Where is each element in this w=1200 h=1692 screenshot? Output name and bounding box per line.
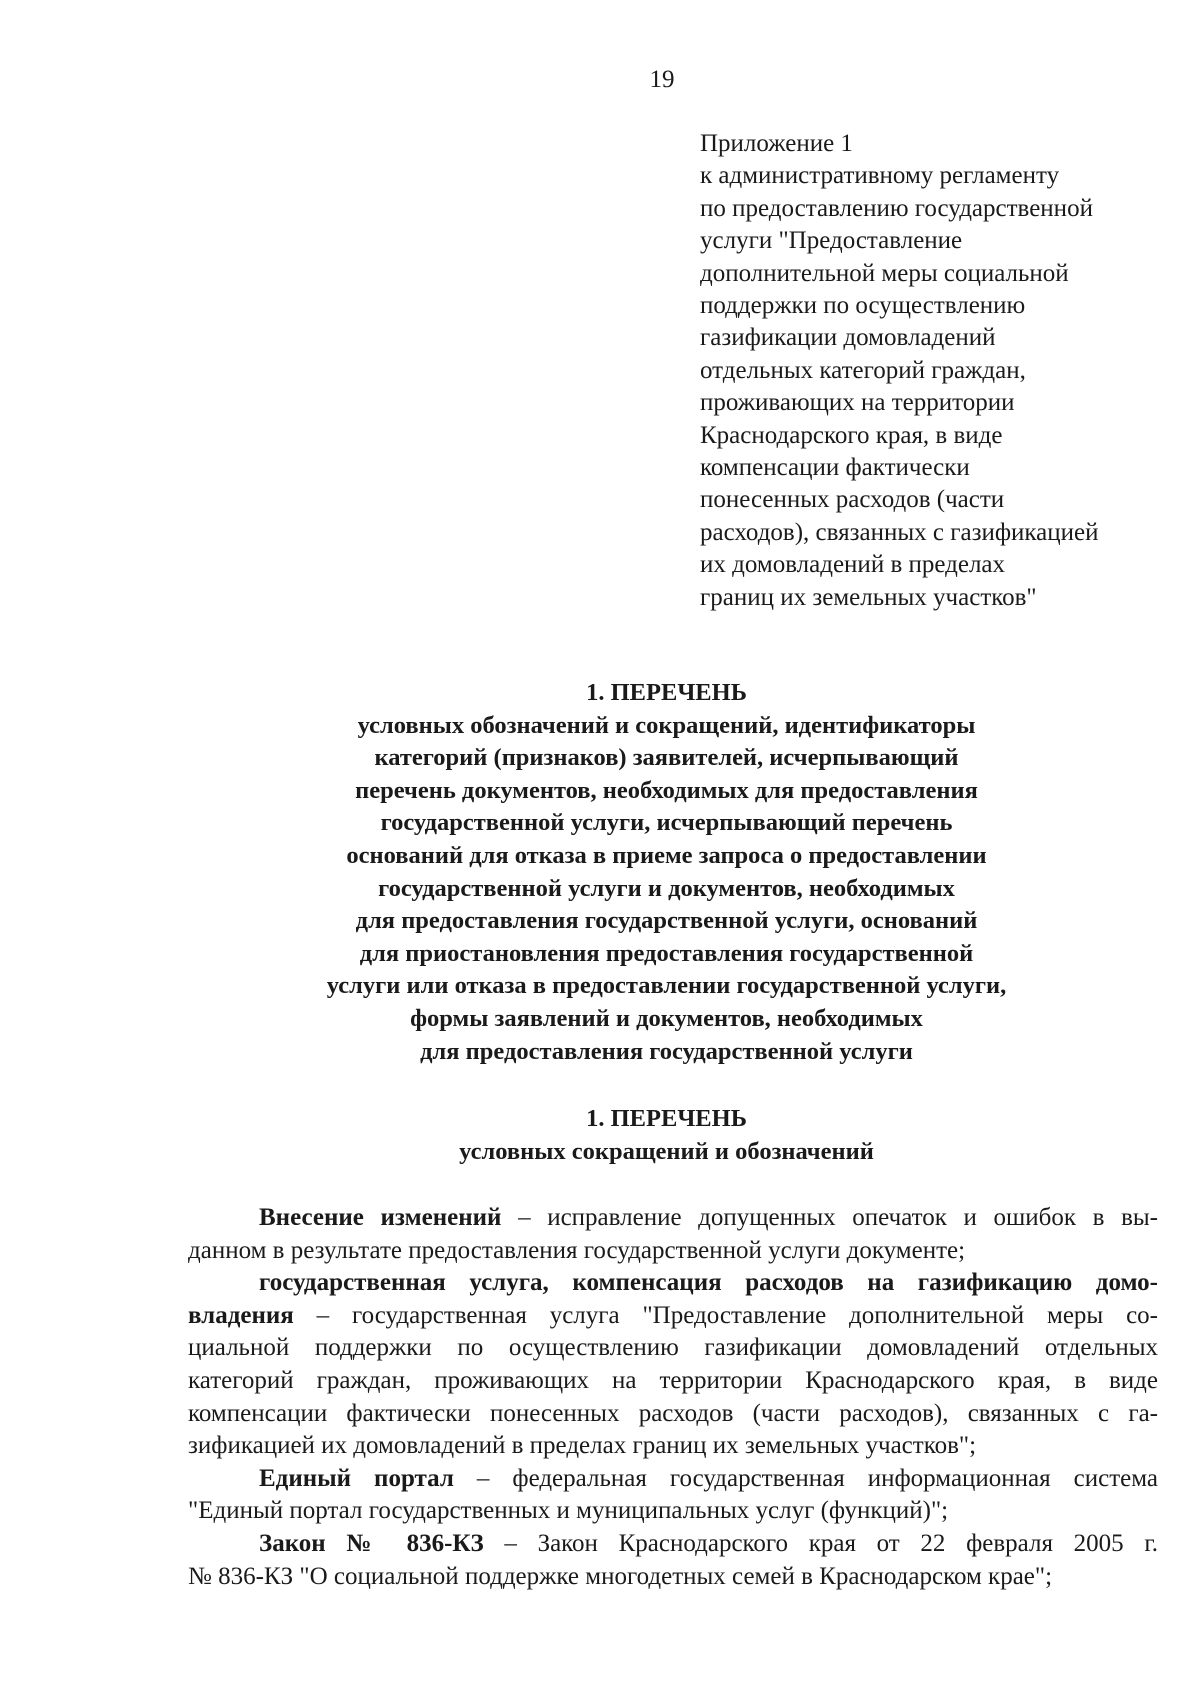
definition-line: категорий граждан, проживающих на территории Краснодарского края, в виде xyxy=(188,1366,1158,1394)
heading-line: 1. ПЕРЕЧЕНЬ xyxy=(586,1105,747,1132)
appendix-line: отдельных категорий граждан, xyxy=(700,356,1026,384)
definition-line: компенсации фактически понесенных расходов (части расходов), связанных с га- xyxy=(188,1399,1158,1427)
definition-line: Единый портал – федеральная государственная информационная система xyxy=(259,1464,1158,1492)
appendix-line: по предоставлению государственной xyxy=(700,194,1093,222)
heading-line: услуги или отказа в предоставлении государственной услуги, xyxy=(326,972,1007,1000)
appendix-line: услуги "Предоставление xyxy=(700,227,963,255)
definition-line xyxy=(188,1267,1158,1300)
appendix-line: проживающих на территории xyxy=(700,389,1015,417)
section-heading-abbreviations xyxy=(0,1103,1200,1168)
heading-line: оснований для отказа в приеме запроса о предоставлении xyxy=(346,841,987,869)
heading-line: для предоставления государственной услуги, оснований xyxy=(355,907,978,935)
appendix-header xyxy=(700,128,1170,614)
appendix-line: Приложение 1 xyxy=(700,130,853,157)
page-number: 19 xyxy=(649,66,675,93)
appendix-line: границ их земельных участков" xyxy=(700,583,1037,611)
appendix-line: газификации домовладений xyxy=(700,324,996,352)
definition-term: Единый портал xyxy=(259,1464,454,1492)
definition-line: зификацией их домовладений в пределах границ их земельных участков"; xyxy=(188,1432,977,1460)
definition-line: владения – государственная услуга "Предоставление дополнительной меры со- xyxy=(188,1301,1158,1329)
definition-line: циальной поддержки по осуществлению газификации домовладений отдельных xyxy=(188,1334,1158,1362)
heading-line: государственной услуги и документов, необходимых xyxy=(378,874,955,902)
appendix-line: к административному регламенту xyxy=(700,162,1060,190)
heading-line: условных обозначений и сокращений, идентификаторы xyxy=(357,711,976,739)
heading-line: для приостановления предоставления государственной xyxy=(359,939,974,967)
heading-line: условных сокращений и обозначений xyxy=(459,1137,874,1165)
definition-term: государственная услуга, компенсация расходов на газификацию домо- xyxy=(259,1269,1158,1297)
appendix-line: поддержки по осуществлению xyxy=(700,292,1026,320)
appendix-line: компенсации фактически xyxy=(700,454,970,482)
heading-line: формы заявлений и документов, необходимых xyxy=(410,1004,923,1032)
appendix-line: Краснодарского края, в виде xyxy=(700,421,1003,449)
definition-term: владения xyxy=(188,1301,294,1329)
heading-line: 1. ПЕРЕЧЕНЬ xyxy=(586,679,747,706)
section-heading-main xyxy=(0,677,1200,1068)
appendix-line: расходов), связанных с газификацией xyxy=(700,518,1099,546)
definition-line: "Единый портал государственных и муниципальных услуг (функций)"; xyxy=(188,1497,949,1525)
definition-term: Закон № 836-КЗ xyxy=(259,1529,484,1557)
heading-line: перечень документов, необходимых для предоставления xyxy=(355,776,978,804)
appendix-line: дополнительной меры социальной xyxy=(700,259,1069,287)
heading-line: категорий (признаков) заявителей, исчерпывающий xyxy=(374,744,959,772)
heading-line: для предоставления государственной услуги xyxy=(420,1037,913,1065)
definition-line: Внесение изменений – исправление допущенных опечаток и ошибок в вы- xyxy=(259,1204,1158,1231)
appendix-line: их домовладений в пределах xyxy=(700,551,1006,579)
definitions-body xyxy=(188,1202,1158,1593)
definition-line: № 836-КЗ "О социальной поддержке многодетных семей в Краснодарском крае"; xyxy=(188,1562,1053,1590)
definition-line: данном в результате предоставления государственной услуги документе; xyxy=(188,1236,966,1264)
definition-term: Внесение изменений xyxy=(259,1204,502,1231)
appendix-line: понесенных расходов (части xyxy=(700,486,1005,514)
definition-line: Закон № 836-КЗ – Закон Краснодарского края от 22 февраля 2005 г. xyxy=(259,1529,1158,1557)
heading-line: государственной услуги, исчерпывающий перечень xyxy=(380,809,953,837)
